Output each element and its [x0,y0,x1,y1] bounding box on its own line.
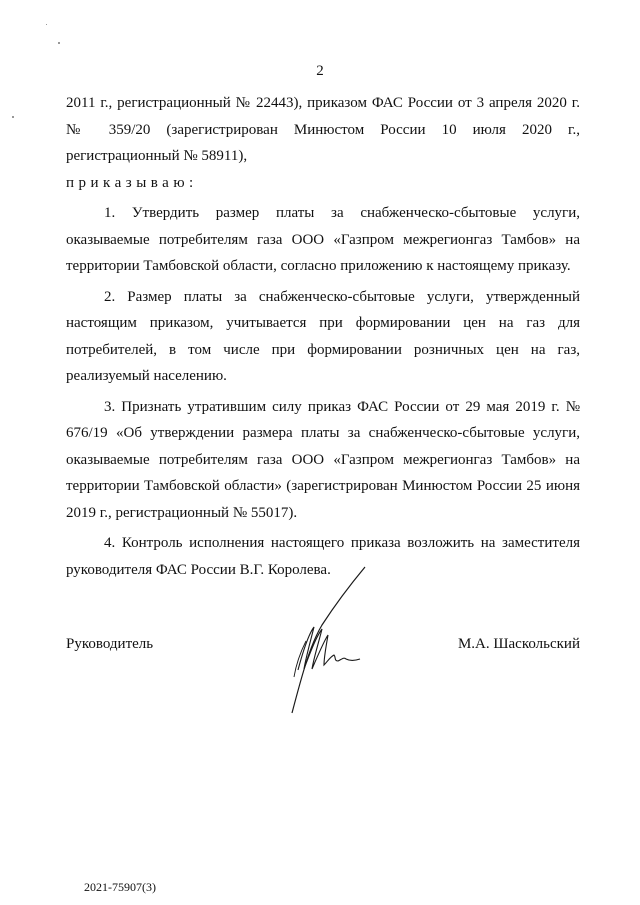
order-item-2: 2. Размер платы за снабженческо-сбытовые услуги, утвержденный настоящим приказом, учитывается при формировании цен на газ для потребителей, в том числе при формировании розничных цен на газ, реализуемый населению. [66,288,580,384]
order-word: приказываю: [66,174,198,191]
continuation-paragraph: 2011 г., регистрационный № 22443), приказом ФАС России от 3 апреля 2020 г. № 359/20 (зарегистрирован Минюстом России 10 июля 2020 г., регистрационный № 58911), [66,95,580,164]
document-id: 2021-75907(3) [84,880,156,894]
signer-name: М.А. Шаскольский [457,636,580,652]
scan-speck [46,24,47,25]
scan-speck [58,42,60,44]
handwritten-signature [280,565,380,715]
signer-position: Руководитель [66,636,154,652]
document-body [66,90,580,583]
order-item-3: 3. Признать утратившим силу приказ ФАС России от 29 мая 2019 г. № 676/19 «Об утверждении размера платы за снабженческо-сбытовые услуги, оказываемые потребителям газа ООО «Газпром межрегионгаз Тамбов» на территории Тамбовской области» (зарегистрирован Минюстом России 25 июня 2019 г., регистрационный № 55017). [66,398,580,521]
scan-speck [12,116,14,118]
order-item-4: 4. Контроль исполнения настоящего приказа возложить на заместителя руководителя ФАС России В.Г. Королева. [66,535,580,578]
order-item-1: 1. Утвердить размер платы за снабженческо-сбытовые услуги, оказываемые потребителям газа ООО «Газпром межрегионгаз Тамбов» на территории Тамбовской области, согласно приложению к настоящему приказу. [66,205,580,274]
page-number: 2 [316,63,324,79]
